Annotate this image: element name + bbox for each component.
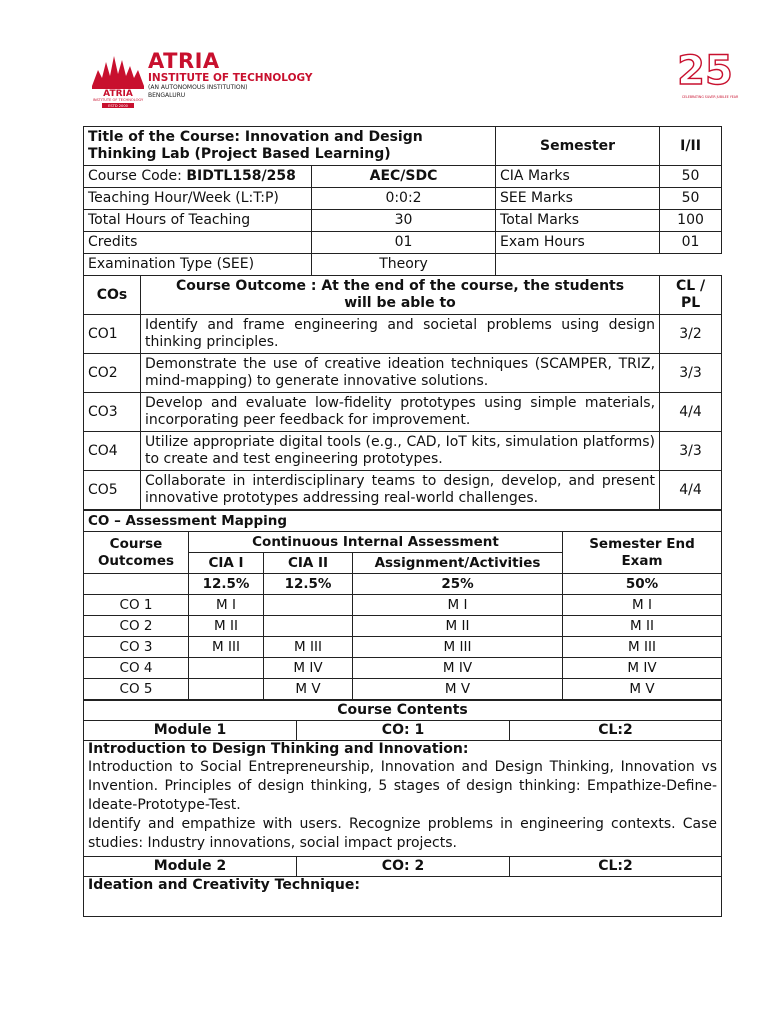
co-level: 4/4 xyxy=(660,393,722,432)
module2-cl: CL:2 xyxy=(510,857,722,877)
total-marks-value: 100 xyxy=(660,210,722,232)
estd-text: ESTD 2000 xyxy=(108,104,128,108)
mapping-title: CO – Assessment Mapping xyxy=(84,511,722,532)
cia2-weight: 12.5% xyxy=(264,574,353,595)
course-code-cell xyxy=(84,166,312,188)
outcome-row xyxy=(84,315,722,354)
outcome-row xyxy=(84,471,722,510)
mapping-co: CO 3 xyxy=(84,637,189,658)
total-hours-value: 30 xyxy=(312,210,496,232)
mapping-see: M IV xyxy=(563,658,722,679)
semester-value: I/II xyxy=(660,127,722,166)
cia2-header: CIA II xyxy=(264,553,353,574)
outcome-row xyxy=(84,393,722,432)
cia1-header: CIA I xyxy=(189,553,264,574)
course-contents-table xyxy=(83,700,722,917)
outcome-row xyxy=(84,354,722,393)
mapping-cia2: M V xyxy=(264,679,353,700)
teaching-hours-label: Teaching Hour/Week (L:T:P) xyxy=(84,188,312,210)
co-level: 3/2 xyxy=(660,315,722,354)
mapping-cia1 xyxy=(189,679,264,700)
mapping-assign: M IV xyxy=(353,658,563,679)
badge-number: 25 xyxy=(677,48,733,94)
co-text: Identify and frame engineering and societal problems using design thinking principles. xyxy=(141,315,660,354)
cia-header: Continuous Internal Assessment xyxy=(189,532,563,553)
mapping-row xyxy=(84,679,722,700)
mapping-cia2 xyxy=(264,616,353,637)
course-outcomes-header: Course Outcomes xyxy=(84,532,189,574)
exam-type-value: Theory xyxy=(312,254,496,276)
co-id: CO3 xyxy=(84,393,141,432)
co-id: CO5 xyxy=(84,471,141,510)
mapping-co: CO 2 xyxy=(84,616,189,637)
course-contents-title: Course Contents xyxy=(84,701,722,721)
co-id: CO1 xyxy=(84,315,141,354)
module1-heading: Introduction to Design Thinking and Innovation: xyxy=(88,741,469,757)
badge-text: CELEBRATING SILVER JUBILEE YEAR xyxy=(681,95,739,99)
cia-marks-label: CIA Marks xyxy=(496,166,660,188)
total-marks-label: Total Marks xyxy=(496,210,660,232)
exam-hours-label: Exam Hours xyxy=(496,232,660,254)
credits-value: 01 xyxy=(312,232,496,254)
mapping-see: M III xyxy=(563,637,722,658)
mapping-cia1: M III xyxy=(189,637,264,658)
see-header: Semester End Exam xyxy=(563,532,722,574)
outcome-row xyxy=(84,432,722,471)
co-level: 4/4 xyxy=(660,471,722,510)
city-text: BENGALURU xyxy=(148,92,186,99)
empty-cell xyxy=(496,254,722,276)
mapping-see: M V xyxy=(563,679,722,700)
module1-cl: CL:2 xyxy=(510,721,722,741)
co-id: CO2 xyxy=(84,354,141,393)
autonomous-text: (AN AUTONOMOUS INSTITUTION) xyxy=(148,84,248,91)
see-marks-label: SEE Marks xyxy=(496,188,660,210)
assign-weight: 25% xyxy=(353,574,563,595)
assessment-mapping-table xyxy=(83,510,722,700)
mapping-co: CO 1 xyxy=(84,595,189,616)
mapping-co: CO 5 xyxy=(84,679,189,700)
co-text: Utilize appropriate digital tools (e.g., CAD, IoT kits, simulation platforms) to create and test engineering prototypes. xyxy=(141,432,660,471)
course-code-value: BIDTL158/258 xyxy=(186,168,296,184)
co-text: Collaborate in interdisciplinary teams to design, develop, and present innovative prototypes addressing real-world challenges. xyxy=(141,471,660,510)
course-info-table xyxy=(83,126,722,510)
total-hours-label: Total Hours of Teaching xyxy=(84,210,312,232)
credits-label: Credits xyxy=(84,232,312,254)
module1-co: CO: 1 xyxy=(297,721,510,741)
mapping-assign: M V xyxy=(353,679,563,700)
co-level: 3/3 xyxy=(660,354,722,393)
co-text: Demonstrate the use of creative ideation techniques (SCAMPER, TRIZ, mind-mapping) to generate innovative solutions. xyxy=(141,354,660,393)
see-weight: 50% xyxy=(563,574,722,595)
module2-label: Module 2 xyxy=(84,857,297,877)
institute-name: INSTITUTE OF TECHNOLOGY xyxy=(148,72,313,84)
mapping-row xyxy=(84,637,722,658)
co-text: Develop and evaluate low-fidelity prototypes using simple materials, incorporating peer feedback for improvement. xyxy=(141,393,660,432)
mapping-assign: M I xyxy=(353,595,563,616)
course-code-label: Course Code: xyxy=(88,168,187,184)
module2-heading: Ideation and Creativity Technique: xyxy=(88,877,360,893)
cia1-weight: 12.5% xyxy=(189,574,264,595)
teaching-hours-value: 0:0:2 xyxy=(312,188,496,210)
brand-name: ATRIA xyxy=(148,49,220,73)
mapping-co: CO 4 xyxy=(84,658,189,679)
mapping-assign: M III xyxy=(353,637,563,658)
assign-header: Assignment/Activities xyxy=(353,553,563,574)
logo-small-text: ATRIA xyxy=(103,89,133,99)
semester-label: Semester xyxy=(496,127,660,166)
exam-hours-value: 01 xyxy=(660,232,722,254)
institute-name-block xyxy=(148,50,313,100)
mapping-see: M II xyxy=(563,616,722,637)
mapping-cia2 xyxy=(264,595,353,616)
see-marks-value: 50 xyxy=(660,188,722,210)
exam-type-label: Examination Type (SEE) xyxy=(84,254,312,276)
co-level: 3/3 xyxy=(660,432,722,471)
mapping-cia2: M III xyxy=(264,637,353,658)
cos-header: COs xyxy=(84,276,141,315)
mapping-cia1: M I xyxy=(189,595,264,616)
mapping-cia2: M IV xyxy=(264,658,353,679)
cia-marks-value: 50 xyxy=(660,166,722,188)
logo-sub-text: INSTITUTE OF TECHNOLOGY xyxy=(92,98,144,102)
course-title: Title of the Course: Innovation and Design Thinking Lab (Project Based Learning) xyxy=(84,127,496,166)
course-outcome-header: Course Outcome : At the end of the course, the students will be able to xyxy=(141,276,660,315)
atria-logo-icon xyxy=(90,48,146,108)
weight-blank xyxy=(84,574,189,595)
mapping-cia1 xyxy=(189,658,264,679)
page-header xyxy=(90,40,739,110)
module1-paragraph: Identify and empathize with users. Recognize problems in engineering contexts. Case studies: Industry innovations, social impact projects. xyxy=(88,816,718,851)
mapping-see: M I xyxy=(563,595,722,616)
module2-content xyxy=(84,877,722,917)
mapping-row xyxy=(84,658,722,679)
mapping-cia1: M II xyxy=(189,616,264,637)
co-id: CO4 xyxy=(84,432,141,471)
clpl-header: CL / PL xyxy=(660,276,722,315)
mapping-row xyxy=(84,595,722,616)
mapping-assign: M II xyxy=(353,616,563,637)
module2-co: CO: 2 xyxy=(297,857,510,877)
module1-label: Module 1 xyxy=(84,721,297,741)
course-category: AEC/SDC xyxy=(312,166,496,188)
module1-content xyxy=(84,741,722,857)
silver-jubilee-badge-icon xyxy=(677,40,739,106)
mapping-row xyxy=(84,616,722,637)
module1-paragraph: Introduction to Social Entrepreneurship, Innovation and Design Thinking, Innovation vs Invention. Principles of design thinking, 5 stages of design thinking: Empathize-Define-Ideate-Prototype-Test. xyxy=(88,759,718,813)
